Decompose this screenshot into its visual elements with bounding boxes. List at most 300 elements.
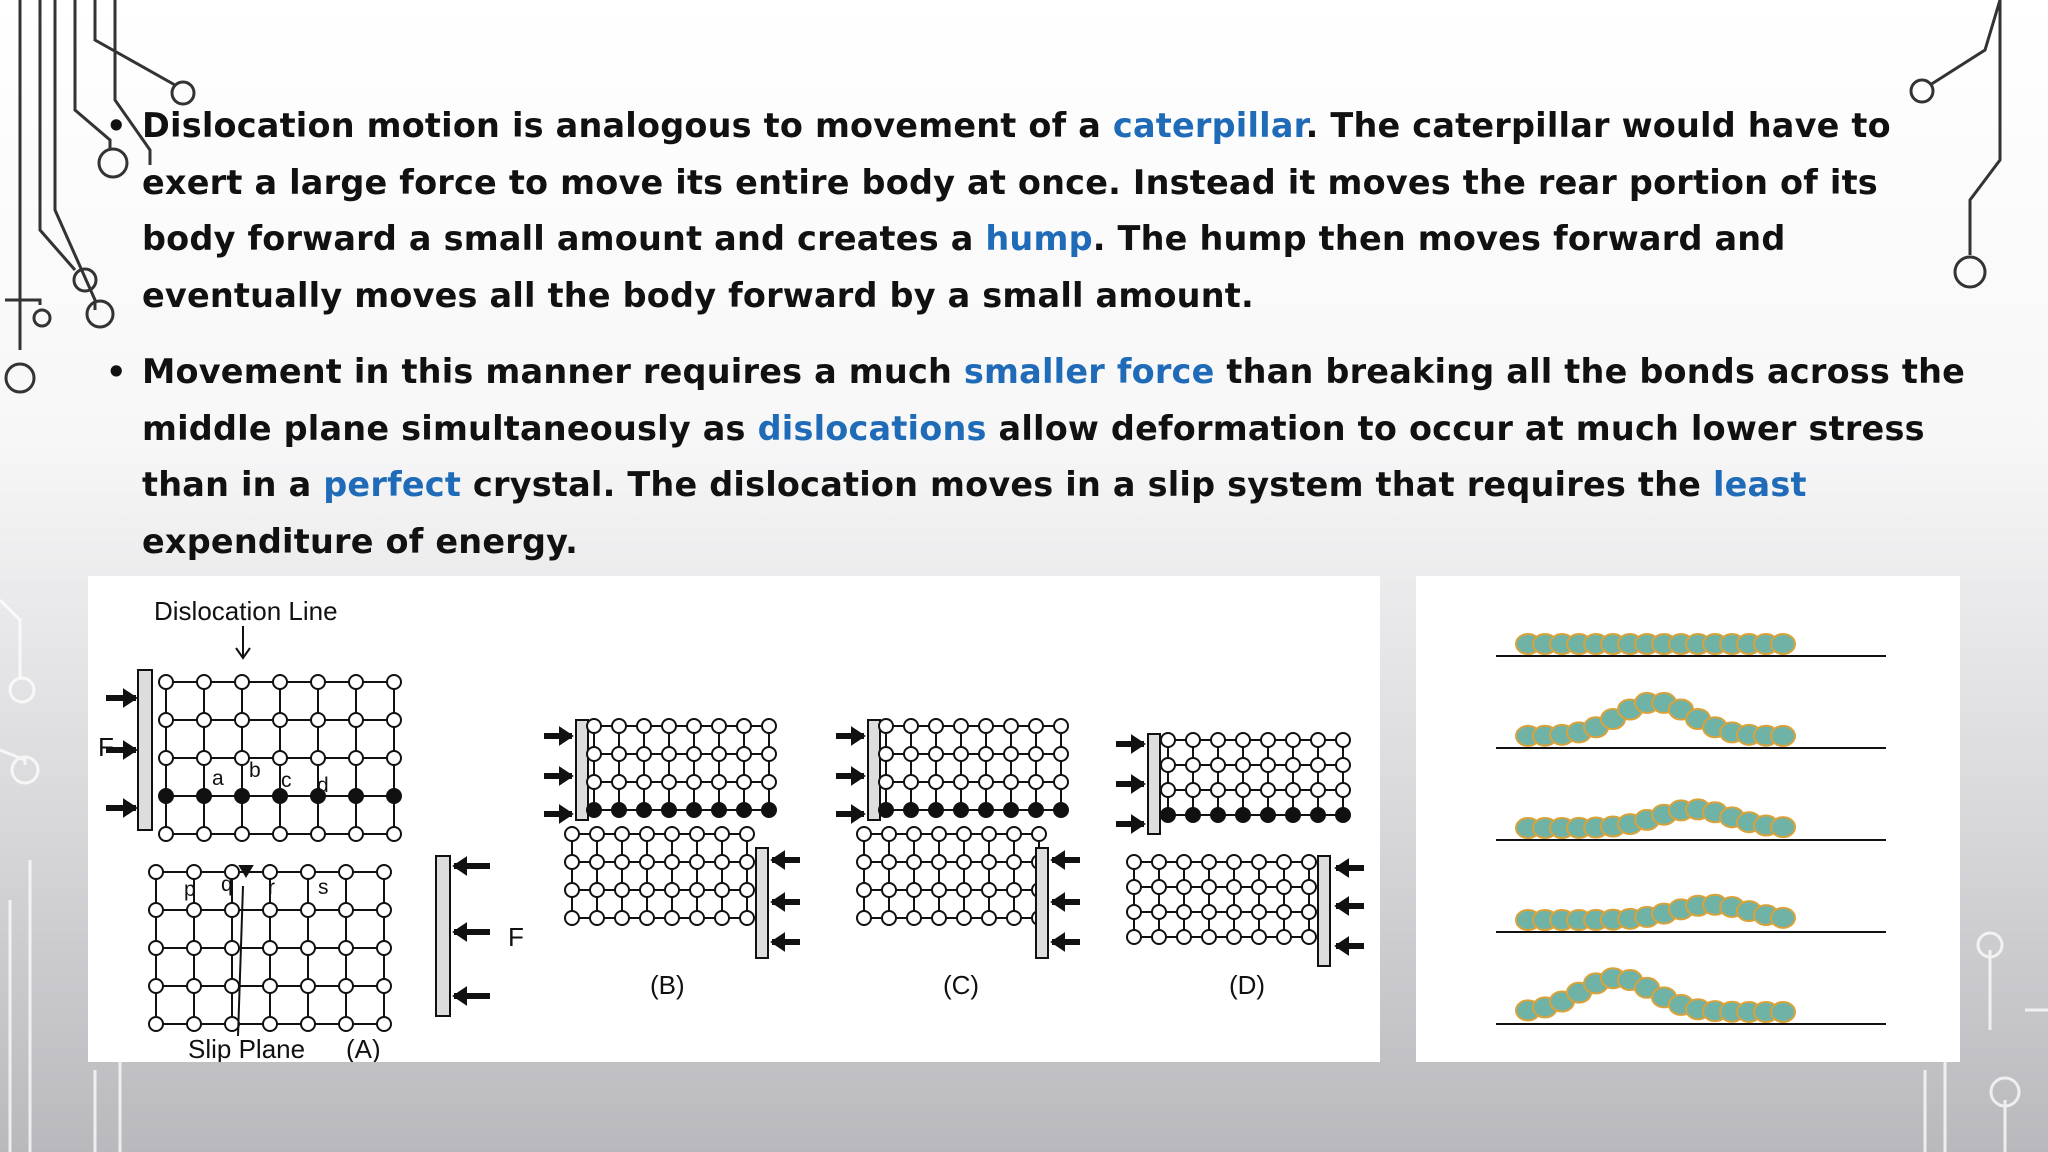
- lattice-c-top-atom: [879, 719, 893, 733]
- lattice-c-top-atom: [1029, 803, 1043, 817]
- lattice-c-top-atom: [1004, 775, 1018, 789]
- force-arrow: [560, 806, 572, 822]
- force-arrow: [1052, 894, 1064, 910]
- lattice-b-top-atom: [587, 719, 601, 733]
- force-arrow: [852, 806, 864, 822]
- lattice-a-bottom-atom: [187, 1017, 201, 1031]
- lattice-d-top-atom: [1161, 758, 1175, 772]
- lattice-d-bottom-atom: [1227, 880, 1241, 894]
- lattice-a-top-atom: [387, 827, 401, 841]
- lattice-d-bottom-atom: [1127, 855, 1141, 869]
- caterpillar-segment: [1771, 817, 1795, 837]
- lattice-b-bottom-atom: [715, 827, 729, 841]
- force-arrow: [454, 988, 466, 1004]
- lattice-b-bottom-atom: [590, 855, 604, 869]
- force-label-right: F: [508, 922, 524, 952]
- lattice-c-top-atom: [1004, 803, 1018, 817]
- force-arrow: [124, 800, 136, 816]
- caterpillar-diagram: [1416, 576, 1960, 1062]
- lattice-a-top-atom: [159, 751, 173, 765]
- lattice-c-top-atom: [1029, 775, 1043, 789]
- lattice-b-bottom-atom: [565, 827, 579, 841]
- lattice-b-bottom-atom: [715, 883, 729, 897]
- lattice-c-bottom-atom: [907, 855, 921, 869]
- lattice-d-bottom-atom: [1277, 880, 1291, 894]
- lattice-b-bottom-atom: [690, 911, 704, 925]
- lattice-b-top-atom: [687, 747, 701, 761]
- panel-label-b: (B): [650, 970, 685, 1000]
- lattice-c-bottom-atom: [857, 911, 871, 925]
- shear-block-b-bottom: [756, 848, 768, 958]
- lattice-a-bottom-atom: [187, 941, 201, 955]
- lattice-a-bottom-atom: [339, 979, 353, 993]
- lattice-d-top-atom: [1236, 758, 1250, 772]
- lattice-b-bottom-atom: [615, 827, 629, 841]
- shear-block-c-top: [868, 720, 880, 820]
- lattice-c-top-atom: [954, 719, 968, 733]
- lattice-c-top-atom: [954, 803, 968, 817]
- lattice-a-top-atom: [349, 713, 363, 727]
- lattice-c-top-atom: [904, 719, 918, 733]
- lattice-d-bottom-atom: [1252, 880, 1266, 894]
- lattice-d-top-atom: [1186, 808, 1200, 822]
- lattice-c-bottom-atom: [957, 883, 971, 897]
- lattice-c-top-atom: [904, 803, 918, 817]
- lattice-a-bottom-atom: [187, 865, 201, 879]
- lattice-a-bottom-atom: [263, 941, 277, 955]
- force-arrow: [1052, 934, 1064, 950]
- lattice-a-top-atom: [311, 675, 325, 689]
- shear-block-c-bottom: [1036, 848, 1048, 958]
- lattice-a-top-atom: [349, 675, 363, 689]
- force-arrow: [772, 894, 784, 910]
- lattice-a-top-atom: [387, 789, 401, 803]
- lattice-c-bottom-atom: [957, 827, 971, 841]
- lattice-c-bottom-atom: [882, 911, 896, 925]
- lattice-c-top-atom: [1054, 747, 1068, 761]
- lattice-d-top-atom: [1236, 733, 1250, 747]
- lattice-d-bottom-atom: [1302, 855, 1316, 869]
- force-arrow: [1052, 852, 1064, 868]
- lattice-b-bottom-atom: [565, 911, 579, 925]
- lattice-d-bottom-atom: [1152, 855, 1166, 869]
- lattice-d-top-atom: [1211, 733, 1225, 747]
- lattice-c-bottom-atom: [1032, 827, 1046, 841]
- lattice-a-top-atom: [349, 827, 363, 841]
- lattice-d-bottom-atom: [1127, 880, 1141, 894]
- lattice-a-top-atom: [235, 751, 249, 765]
- lattice-b-bottom-atom: [690, 827, 704, 841]
- lattice-c-top-atom: [929, 747, 943, 761]
- lattice-d-bottom-atom: [1302, 880, 1316, 894]
- force-arrow: [124, 742, 136, 758]
- panel-label-a: (A): [346, 1034, 381, 1062]
- lattice-c-bottom-atom: [1007, 883, 1021, 897]
- lattice-d-top-atom: [1261, 808, 1275, 822]
- lattice-b-bottom-atom: [740, 883, 754, 897]
- lattice-d-top-atom: [1311, 758, 1325, 772]
- lattice-c-top-atom: [1054, 719, 1068, 733]
- lattice-a-top-atom: [311, 827, 325, 841]
- lattice-c-bottom-atom: [1007, 827, 1021, 841]
- lattice-a-bottom-atom: [225, 941, 239, 955]
- lattice-b-top-atom: [712, 747, 726, 761]
- force-arrow: [1336, 938, 1348, 954]
- bullet-1: [100, 98, 1980, 324]
- lattice-d-top-atom: [1286, 733, 1300, 747]
- lattice-d-bottom-atom: [1302, 930, 1316, 944]
- lattice-d-top-atom: [1161, 808, 1175, 822]
- lattice-a-bottom-atom: [263, 979, 277, 993]
- lattice-a-bottom-atom: [377, 979, 391, 993]
- caterpillar-segment: [1771, 634, 1795, 654]
- lattice-d-bottom-atom: [1202, 855, 1216, 869]
- lattice-c-bottom-atom: [907, 911, 921, 925]
- lattice-a-bottom-atom: [149, 979, 163, 993]
- lattice-a-top-atom: [235, 789, 249, 803]
- lattice-a-top-atom: [235, 827, 249, 841]
- lattice-c-top-atom: [979, 803, 993, 817]
- lattice-b-bottom-atom: [740, 855, 754, 869]
- force-arrow: [1132, 816, 1144, 832]
- lattice-d-bottom-atom: [1277, 905, 1291, 919]
- lattice-d-bottom-atom: [1202, 905, 1216, 919]
- lattice-b-top-atom: [687, 803, 701, 817]
- lattice-c-bottom-atom: [932, 911, 946, 925]
- lattice-b-bottom-atom: [590, 911, 604, 925]
- lattice-b-bottom-atom: [665, 883, 679, 897]
- force-arrow: [124, 690, 136, 706]
- lattice-d-top-atom: [1211, 758, 1225, 772]
- lattice-a-top-atom: [159, 713, 173, 727]
- lattice-b-bottom-atom: [590, 827, 604, 841]
- lattice-d-bottom-atom: [1127, 930, 1141, 944]
- lattice-c-bottom-atom: [982, 911, 996, 925]
- lattice-b-bottom-atom: [665, 855, 679, 869]
- panel-label-c: (C): [943, 970, 980, 1000]
- lattice-b-top-atom: [762, 803, 776, 817]
- lattice-c-top-atom: [979, 719, 993, 733]
- bullet-list: [100, 98, 1980, 570]
- lattice-c-bottom-atom: [932, 855, 946, 869]
- lattice-a-bottom-atom: [263, 903, 277, 917]
- lattice-b-top-atom: [687, 775, 701, 789]
- lattice-b-bottom-atom: [665, 911, 679, 925]
- lattice-a-bottom-atom: [225, 1017, 239, 1031]
- lattice-a-bottom-atom: [149, 1017, 163, 1031]
- lattice-a-top-atom: [197, 789, 211, 803]
- lattice-c-bottom-atom: [982, 827, 996, 841]
- lattice-c-top-atom: [1029, 719, 1043, 733]
- lattice-a-bottom-atom: [149, 941, 163, 955]
- lattice-d-bottom-atom: [1152, 880, 1166, 894]
- shear-block-d-bottom: [1318, 856, 1330, 966]
- lattice-d-top-atom: [1336, 783, 1350, 797]
- lattice-d-top-atom: [1161, 733, 1175, 747]
- lattice-d-top-atom: [1186, 733, 1200, 747]
- lattice-a-bottom-atom: [149, 865, 163, 879]
- lattice-b-top-atom: [587, 775, 601, 789]
- lattice-d-top-atom: [1261, 758, 1275, 772]
- lattice-b-bottom-atom: [640, 827, 654, 841]
- shear-block-a-top: [138, 670, 152, 830]
- lattice-d-top-atom: [1211, 783, 1225, 797]
- lattice-b-top-atom: [612, 775, 626, 789]
- lattice-b-top-atom: [687, 719, 701, 733]
- lattice-d-bottom-atom: [1277, 930, 1291, 944]
- lattice-c-bottom-atom: [857, 827, 871, 841]
- shear-block-d-top: [1148, 734, 1160, 834]
- lattice-c-top-atom: [979, 775, 993, 789]
- lattice-b-bottom-atom: [715, 855, 729, 869]
- force-arrow: [1132, 736, 1144, 752]
- lattice-b-bottom-atom: [615, 911, 629, 925]
- lattice-d-top-atom: [1236, 783, 1250, 797]
- force-arrow: [454, 924, 466, 940]
- lattice-d-top-atom: [1161, 783, 1175, 797]
- lattice-a-bottom-atom: [187, 979, 201, 993]
- lattice-b-top-atom: [637, 747, 651, 761]
- lattice-a-top-atom: [235, 713, 249, 727]
- lattice-c-bottom-atom: [982, 855, 996, 869]
- lattice-b-top-atom: [662, 803, 676, 817]
- lattice-d-bottom-atom: [1252, 905, 1266, 919]
- atom-label-d: d: [317, 774, 329, 797]
- lattice-d-top-atom: [1261, 733, 1275, 747]
- lattice-c-top-atom: [1029, 747, 1043, 761]
- lattice-d-bottom-atom: [1202, 880, 1216, 894]
- force-arrow: [852, 728, 864, 744]
- lattice-c-bottom-atom: [857, 883, 871, 897]
- lattice-d-top-atom: [1186, 783, 1200, 797]
- lattice-c-top-atom: [904, 775, 918, 789]
- force-arrow: [1336, 898, 1348, 914]
- lattice-c-top-atom: [879, 803, 893, 817]
- lattice-c-top-atom: [979, 747, 993, 761]
- lattice-d-bottom-atom: [1152, 905, 1166, 919]
- lattice-a-top-atom: [197, 751, 211, 765]
- atom-label-a: a: [212, 767, 224, 790]
- lattice-c-top-atom: [929, 775, 943, 789]
- lattice-a-bottom-atom: [301, 1017, 315, 1031]
- lattice-c-bottom-atom: [882, 827, 896, 841]
- lattice-d-bottom-atom: [1177, 880, 1191, 894]
- lattice-b-top-atom: [737, 803, 751, 817]
- lattice-c-bottom-atom: [907, 883, 921, 897]
- lattice-d-top-atom: [1311, 783, 1325, 797]
- lattice-b-top-atom: [712, 719, 726, 733]
- bullet-1-text: Dislocation motion is analogous to movement of a caterpillar. The caterpillar would have to exert a large force to move its entire body at once. Instead it moves the rear portion of its body forward a small amount and creates a hump. The hump then moves forward and eventually moves all the body forward by a small amount.: [142, 106, 1891, 315]
- lattice-b-top-atom: [637, 719, 651, 733]
- lattice-a-bottom-atom: [339, 903, 353, 917]
- lattice-c-top-atom: [929, 719, 943, 733]
- force-arrow: [454, 858, 466, 874]
- lattice-b-bottom-atom: [615, 855, 629, 869]
- lattice-c-top-atom: [1004, 719, 1018, 733]
- lattice-c-bottom-atom: [907, 827, 921, 841]
- lattice-d-top-atom: [1336, 733, 1350, 747]
- lattice-d-top-atom: [1286, 758, 1300, 772]
- lattice-c-top-atom: [954, 747, 968, 761]
- lattice-d-top-atom: [1186, 758, 1200, 772]
- lattice-b-top-atom: [762, 775, 776, 789]
- lattice-a-top-atom: [273, 675, 287, 689]
- lattice-c-top-atom: [879, 775, 893, 789]
- lattice-a-bottom-atom: [225, 979, 239, 993]
- force-arrow: [1336, 860, 1348, 876]
- lattice-b-top-atom: [762, 747, 776, 761]
- lattice-c-top-atom: [929, 803, 943, 817]
- lattice-a-top-atom: [273, 827, 287, 841]
- lattice-a-top-atom: [159, 675, 173, 689]
- lattice-b-top-atom: [587, 803, 601, 817]
- lattice-d-top-atom: [1311, 808, 1325, 822]
- lattice-a-top-atom: [387, 675, 401, 689]
- lattice-a-top-atom: [159, 827, 173, 841]
- lattice-a-top-atom: [387, 751, 401, 765]
- lattice-b-bottom-atom: [565, 855, 579, 869]
- dislocation-diagram: [88, 576, 1380, 1062]
- lattice-a-bottom-atom: [187, 903, 201, 917]
- lattice-b-bottom-atom: [640, 911, 654, 925]
- lattice-d-bottom-atom: [1227, 905, 1241, 919]
- lattice-c-bottom-atom: [957, 911, 971, 925]
- lattice-c-top-atom: [1004, 747, 1018, 761]
- lattice-a-top-atom: [311, 713, 325, 727]
- shear-block-b-top: [576, 720, 588, 820]
- lattice-d-bottom-atom: [1202, 930, 1216, 944]
- lattice-a-top-atom: [235, 675, 249, 689]
- dislocation-line-arrow: [236, 626, 250, 658]
- lattice-d-top-atom: [1286, 783, 1300, 797]
- force-arrow: [560, 768, 572, 784]
- lattice-a-bottom-atom: [301, 941, 315, 955]
- lattice-b-top-atom: [637, 775, 651, 789]
- lattice-d-top-atom: [1311, 733, 1325, 747]
- lattice-c-top-atom: [1054, 775, 1068, 789]
- lattice-b-top-atom: [612, 747, 626, 761]
- lattice-d-bottom-atom: [1227, 855, 1241, 869]
- bullet-dot-icon: •: [106, 353, 127, 391]
- lattice-d-top-atom: [1211, 808, 1225, 822]
- shear-block-a-bottom: [436, 856, 450, 1016]
- lattice-c-bottom-atom: [932, 883, 946, 897]
- lattice-c-bottom-atom: [882, 855, 896, 869]
- lattice-a-top-atom: [273, 713, 287, 727]
- dislocation-line-label: Dislocation Line: [154, 596, 338, 626]
- bullet-2-text: Movement in this manner requires a much smaller force than breaking all the bonds across the middle plane simultaneously as dislocations allow deformation to occur at much lower stress than in a perfect crystal. The dislocation moves in a slip system that requires the least expenditure of energy.: [142, 352, 1966, 561]
- lattice-c-bottom-atom: [982, 883, 996, 897]
- lattice-b-top-atom: [587, 747, 601, 761]
- lattice-c-top-atom: [954, 775, 968, 789]
- lattice-b-bottom-atom: [565, 883, 579, 897]
- lattice-b-bottom-atom: [690, 855, 704, 869]
- lattice-c-top-atom: [904, 747, 918, 761]
- lattice-a-bottom-atom: [377, 865, 391, 879]
- lattice-c-bottom-atom: [932, 827, 946, 841]
- lattice-d-top-atom: [1336, 808, 1350, 822]
- lattice-a-bottom-atom: [263, 1017, 277, 1031]
- lattice-b-top-atom: [612, 719, 626, 733]
- lattice-c-bottom-atom: [1007, 911, 1021, 925]
- lattice-d-bottom-atom: [1252, 930, 1266, 944]
- lattice-a-bottom-atom: [339, 865, 353, 879]
- lattice-a-top-atom: [197, 713, 211, 727]
- lattice-d-bottom-atom: [1252, 855, 1266, 869]
- atom-label-r: r: [268, 876, 275, 899]
- slip-plane-label: Slip Plane: [188, 1034, 306, 1062]
- lattice-b-top-atom: [712, 775, 726, 789]
- lattice-a-top-atom: [349, 789, 363, 803]
- lattice-d-top-atom: [1261, 783, 1275, 797]
- lattice-a-bottom-atom: [301, 903, 315, 917]
- caterpillar-segment: [1771, 908, 1795, 928]
- lattice-b-bottom-atom: [590, 883, 604, 897]
- lattice-a-bottom-atom: [377, 903, 391, 917]
- lattice-d-bottom-atom: [1177, 905, 1191, 919]
- lattice-a-bottom-atom: [301, 979, 315, 993]
- lattice-b-top-atom: [612, 803, 626, 817]
- bullet-dot-icon: •: [106, 107, 127, 145]
- lattice-c-top-atom: [1054, 803, 1068, 817]
- lattice-a-bottom-atom: [225, 903, 239, 917]
- lattice-a-bottom-atom: [377, 1017, 391, 1031]
- lattice-a-top-atom: [387, 713, 401, 727]
- lattice-b-bottom-atom: [715, 911, 729, 925]
- lattice-b-top-atom: [662, 747, 676, 761]
- lattice-a-top-atom: [349, 751, 363, 765]
- lattice-c-bottom-atom: [882, 883, 896, 897]
- lattice-c-top-atom: [879, 747, 893, 761]
- lattice-d-bottom-atom: [1177, 930, 1191, 944]
- lattice-a-top-atom: [197, 827, 211, 841]
- force-arrow: [772, 852, 784, 868]
- force-arrow: [772, 934, 784, 950]
- atom-label-s: s: [318, 876, 329, 899]
- lattice-d-top-atom: [1236, 808, 1250, 822]
- lattice-b-bottom-atom: [615, 883, 629, 897]
- lattice-a-bottom-atom: [339, 1017, 353, 1031]
- caterpillar-segment: [1771, 726, 1795, 746]
- lattice-a-bottom-atom: [149, 903, 163, 917]
- lattice-c-bottom-atom: [1007, 855, 1021, 869]
- atom-label-q: q: [221, 873, 233, 896]
- caterpillar-panel: [1416, 576, 1960, 1062]
- lattice-b-bottom-atom: [690, 883, 704, 897]
- lattice-a-top-atom: [197, 675, 211, 689]
- bullet-2: [100, 344, 1980, 570]
- lattice-b-bottom-atom: [640, 855, 654, 869]
- panel-label-d: (D): [1229, 970, 1266, 1000]
- lattice-d-top-atom: [1286, 808, 1300, 822]
- lattice-b-top-atom: [762, 719, 776, 733]
- caterpillar-segment: [1771, 1002, 1795, 1022]
- slip-plane-arrow: [238, 866, 252, 1036]
- lattice-a-bottom-atom: [301, 865, 315, 879]
- lattice-b-top-atom: [637, 803, 651, 817]
- lattice-d-bottom-atom: [1177, 855, 1191, 869]
- lattice-d-top-atom: [1336, 758, 1350, 772]
- lattice-b-top-atom: [737, 775, 751, 789]
- lattice-a-bottom-atom: [377, 941, 391, 955]
- lattice-b-top-atom: [737, 719, 751, 733]
- lattice-d-bottom-atom: [1227, 930, 1241, 944]
- lattice-d-bottom-atom: [1152, 930, 1166, 944]
- lattice-d-bottom-atom: [1302, 905, 1316, 919]
- lattice-b-bottom-atom: [740, 911, 754, 925]
- lattice-a-top-atom: [159, 789, 173, 803]
- lattice-b-bottom-atom: [640, 883, 654, 897]
